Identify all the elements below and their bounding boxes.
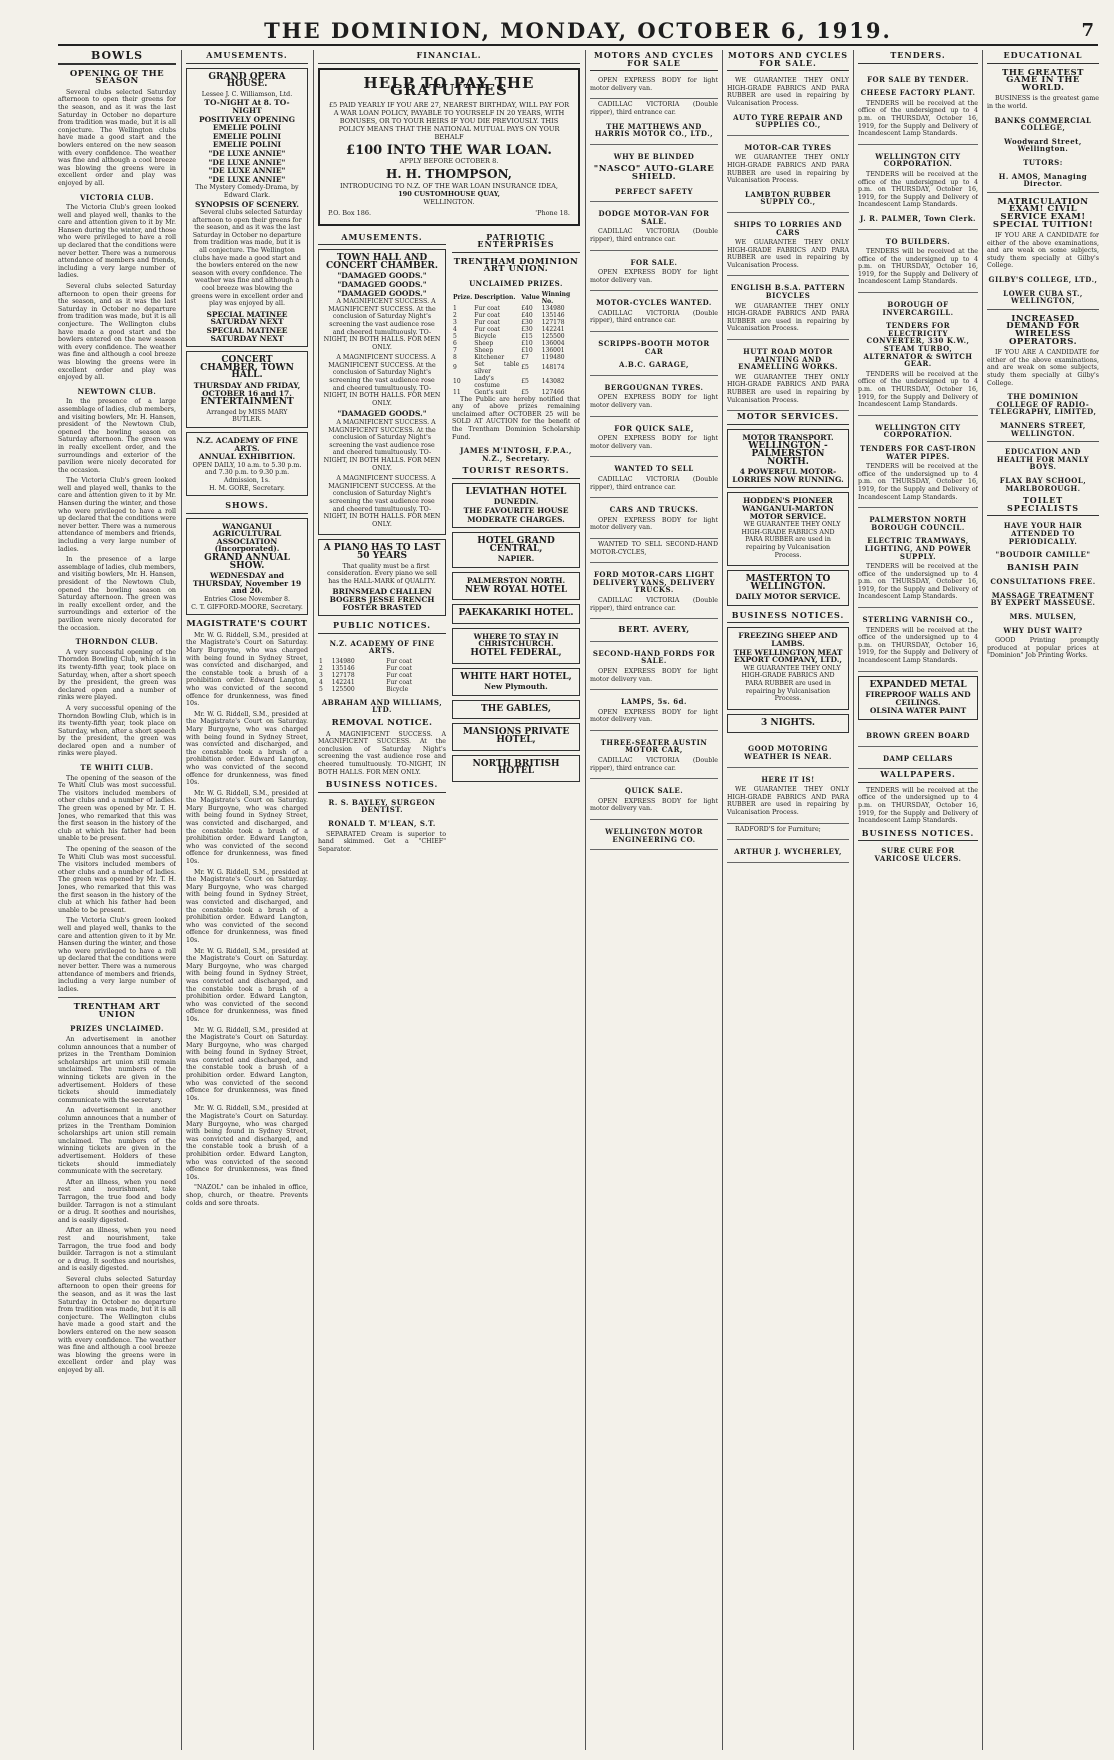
classified-ad: WE GUARANTEE THEY ONLY HIGH-GRADE FABRICS AND PARA RUBBER are used in repairing by Vulcanisation Process. AUTO TYRE REPAIR AND SUPPLIES CO., bbox=[727, 75, 849, 136]
classified-ad: OPEN EXPRESS BODY for light motor delivery van. bbox=[590, 75, 718, 99]
ad-line: EMELIE POLINI bbox=[212, 131, 282, 141]
section-header-business: BUSINESS NOTICES. bbox=[318, 779, 446, 793]
ad-city: WELLINGTON. bbox=[423, 197, 475, 206]
ad-text: Several clubs selected Saturday afternoon to open their greens for the season, and as it was the last Saturday in October no departure from tradition was made, but it is all conjecture. The Wellington clubs have made a good start and the bowlers entered on the new season with every confidence. The weather was fine and although a cool breeze was blowing the greens were in excellent order and play was enjoyed by all. bbox=[191, 209, 303, 308]
classified-ad: DAMP CELLARS bbox=[858, 747, 978, 770]
classified-ad: SCRIPPS-BOOTH MOTOR CAR A.B.C. GARAGE, bbox=[590, 332, 718, 376]
column-amusements bbox=[186, 50, 308, 1750]
classified-ad: STERLING VARNISH CO., TENDERS will be received at the office of the undersigned up to 4 p.m. on THURSDAY, October 16, 1919, for the Supply and Delivery of Incandescent Lamp Standards. bbox=[858, 608, 978, 672]
ad-line: SPECIAL MATINEE SATURDAY NEXT bbox=[206, 309, 288, 327]
ad-line: "DE LUXE ANNIE" bbox=[208, 166, 286, 176]
classified-ad: CADILLAC VICTORIA (Double ripper), third entrance car. THE MATTHEWS AND HARRIS MOTOR CO., LTD., bbox=[590, 99, 718, 144]
section-header-tourist: TOURIST RESORTS. bbox=[452, 465, 580, 479]
article-text: A very successful opening of the Thorndon Bowling Club, which is in its twenty-fifth year, took place on Saturday, when, after a short speech by the president, the green was declared open and a number of rinks were played. bbox=[58, 704, 176, 758]
notice-table: 1 134980 Fur coat 2 135146 Fur coat 3 127178 Fur coat 4 142241 Fur coat 5 125500 Bicycle bbox=[319, 657, 412, 693]
table-row: 10 Lady's costume £5 143082 bbox=[453, 374, 565, 389]
ad-motor-transport: MOTOR TRANSPORT. WELLINGTON - PALMERSTON NORTH. 4 POWERFUL MOTOR-LORRIES NOW RUNNING. bbox=[727, 429, 849, 489]
newspaper-title: THE DOMINION, MONDAY, OCTOBER 6, 1919. bbox=[264, 18, 892, 43]
article-subtitle: PRIZES UNCLAIMED. bbox=[70, 1024, 164, 1034]
ad-line: EMELIE POLINI bbox=[212, 140, 282, 150]
classified-ad: RADFORD'S for Furniture; bbox=[727, 824, 849, 841]
ad-line: INTRODUCING TO N.Z. OF THE WAR LOAN INSURANCE IDEA, bbox=[339, 181, 559, 190]
article-subtitle: VICTORIA CLUB. bbox=[79, 192, 155, 202]
ad-line: ANNUAL EXHIBITION. bbox=[198, 452, 296, 462]
ad-line: POSITIVELY OPENING bbox=[199, 114, 295, 124]
article-text: Mr. W. G. Riddell, S.M., presided at the Magistrate's Court on Saturday. Mary Burgoyne, who was charged with being found in Sydney Street, was convicted and discharged, and the constable took a brush of a prohibition order. Edward Langton, who was convicted of the second offence for drunkenness, was fined 10s. bbox=[186, 947, 308, 1023]
ad-line: "DAMAGED GOODS." bbox=[337, 288, 427, 298]
section-header-business-3: BUSINESS NOTICES. bbox=[858, 828, 978, 842]
notice-title: RONALD T. M'LEAN, S.T. bbox=[328, 819, 436, 828]
ad-wanganui-show bbox=[186, 518, 308, 616]
article-text: Several clubs selected Saturday afternoon to open their greens for the season, and as it was the last Saturday in October no departure from tradition was made, but it is all conjecture. The Wellington clubs have made a good start and the bowlers entered on the new season with every confidence. The weather was fine and although a cool breeze was blowing the greens were in excellent order and play was enjoyed by all. bbox=[58, 1275, 176, 1374]
ad-title: A PIANO HAS TO LAST 50 YEARS bbox=[323, 543, 441, 561]
ad-white-hart: WHITE HART HOTEL, New Plymouth. bbox=[452, 668, 580, 696]
ad-line: APPLY BEFORE OCTOBER 8. bbox=[399, 157, 499, 166]
ad-title: HELP TO PAY THE GRATUITIES bbox=[363, 73, 535, 100]
classified-ad: LAMPS, 5s. 6d. OPEN EXPRESS BODY for light motor delivery van. bbox=[590, 690, 718, 731]
section-header-financial: FINANCIAL. bbox=[318, 50, 580, 64]
ad-three-nights: 3 NIGHTS. bbox=[727, 714, 849, 734]
column-motors bbox=[590, 50, 718, 1750]
ad-line: H. M. GORE, Secretary. bbox=[209, 484, 285, 492]
ad-line: C. T. GIFFORD-MOORE, Secretary. bbox=[191, 603, 303, 611]
article-text: Mr. W. G. Riddell, S.M., presided at the Magistrate's Court on Saturday. Mary Burgoyne, who was charged with being found in Sydney Street, was convicted and discharged, and the constable took a brush of a prohibition order. Edward Langton, who was convicted of the second offence for drunkenness, was fined 10s. bbox=[186, 1105, 308, 1181]
table-row: 5 Bicycle £15 125500 bbox=[453, 332, 565, 340]
table-row: 11 Gent's suit £5 127466 bbox=[453, 388, 565, 396]
ad-title: CONCERT CHAMBER, TOWN HALL. bbox=[200, 355, 294, 381]
ad-text: A MAGNIFICENT SUCCESS. A MAGNIFICENT SUCCESS. At the conclusion of Saturday Night's screening the vast audience rose and cheered tumultuously. TO-NIGHT, IN BOTH HALLS. FOR MEN ONLY. bbox=[323, 354, 441, 407]
article-text: Mr. W. G. Riddell, S.M., presided at the Magistrate's Court on Saturday. Mary Burgoyne, who was charged with being found in Sydney Street, was convicted and discharged, and the constable took a brush of a prohibition order. Edward Langton, who was convicted of the second offence for drunkenness, was fined 10s. bbox=[186, 868, 308, 944]
article-text: Mr. W. G. Riddell, S.M., presided at the Magistrate's Court on Saturday. Mary Burgoyne, who was charged with being found in Sydney Street, was convicted and discharged, and the constable took a brush of a prohibition order. Edward Langton, who was convicted of the second offence for drunkenness, was fined 10s. bbox=[186, 631, 308, 708]
article-title: MAGISTRATE'S COURT bbox=[186, 619, 308, 630]
ad-text: That quality must be a first consideration. Every piano we sell has the HALL-MARK of QUALITY. bbox=[327, 562, 437, 585]
ad-concert-chamber bbox=[186, 351, 308, 428]
ad-po-box: P.O. Box 186. bbox=[328, 208, 372, 217]
section-header-wallpapers: WALLPAPERS. bbox=[858, 769, 978, 783]
classified-ad: WANTED TO SELL CADILLAC VICTORIA (Double ripper), third entrance car. bbox=[590, 457, 718, 498]
section-header-shows: SHOWS. bbox=[186, 500, 308, 514]
ad-expanded-metal: EXPANDED METAL FIREPROOF WALLS AND CEILINGS. OLSINA WATER PAINT bbox=[858, 676, 978, 720]
ad-line: "DAMAGED GOODS." bbox=[337, 279, 427, 289]
article-subtitle: TE WHITI CLUB. bbox=[80, 763, 154, 773]
classified-ad: FOR SALE BY TENDER. CHEESE FACTORY PLANT. TENDERS will be received at the office of the undersigned up to 4 p.m. on THURSDAY, October 16, 1919, for the Supply and Delivery of Incandescent Lamp Standards. bbox=[858, 68, 978, 145]
article-text: Several clubs selected Saturday afternoon to open their greens for the season, and as it was the last Saturday in October no departure from tradition was made, but it is all conjecture. The Wellington clubs have made a good start and the bowlers entered on the new season with every confidence. The weather was fine and although a cool breeze was blowing the greens were in excellent order and play was enjoyed by all. bbox=[58, 283, 176, 382]
section-header-motor-services: MOTOR SERVICES. bbox=[727, 411, 849, 425]
classified-ad: HUTT ROAD MOTOR PAINTING AND ENAMELLING WORKS. WE GUARANTEE THEY ONLY HIGH-GRADE FABRICS AND PARA RUBBER are used in repairing by Vulcanisation Process. bbox=[727, 340, 849, 411]
article-text: In the presence of a large assemblage of ladies, club members, and visiting bowlers, Mr. H. Hansen, president of the Newtown Club, opened the bowling season on Saturday afternoon. The green was in really excellent order, and the surroundings and exterior of the pavilion were nicely decorated for the occasion. bbox=[58, 556, 176, 632]
section-header-amusements: AMUSEMENTS. bbox=[186, 50, 308, 64]
notice-text: SEPARATED Cream is superior to hand skimmed. Get a "CHIEF" Separator. bbox=[318, 830, 446, 853]
section-header-amusements-2: AMUSEMENTS. bbox=[318, 232, 446, 246]
ad-leviathan: LEVIATHAN HOTEL DUNEDIN. THE FAVOURITE HOUSE MODERATE CHARGES. bbox=[452, 483, 580, 528]
classified-ad: WHY BE BLINDED "NASCO" AUTO-GLARE SHIELD. PERFECT SAFETY bbox=[590, 145, 718, 202]
table-row: 9 Set table silver £5 148174 bbox=[453, 360, 565, 375]
ad-hoddens: HODDEN'S PIONEER WANGANUI-MARTON MOTOR SERVICE. WE GUARANTEE THEY ONLY HIGH-GRADE FABRICS AND PARA RUBBER are used in repairing by Vulcanisation Process. bbox=[727, 492, 849, 566]
ad-body: £5 PAID YEARLY IF YOU ARE 27, NEAREST BIRTHDAY, WILL PAY FOR A WAR LOAN POLICY, PAYABLE TO YOURSELF IN 20 YEARS, WITH BONUSES, OR TO YOUR HEIRS IF YOU DIE PREVIOUSLY. THIS POLICY MEANS THAT THE NATIONAL MUTUAL PAYS ON YOUR BEHALF bbox=[328, 100, 570, 141]
ad-piano bbox=[318, 539, 446, 616]
article-subtitle: NEWTOWN CLUB. bbox=[77, 386, 157, 396]
ad-line: "DAMAGED GOODS." bbox=[337, 409, 427, 419]
classified-ad: ARTHUR J. WYCHERLEY, bbox=[727, 840, 849, 863]
article-text: The opening of the season of the Te Whiti Club was most successful. The visitors included members of other clubs and a number of ladies. The green was opened by Mr. T. H. Jones, who remarked that this was the first season in the history of the club at which his father had been unable to be present. bbox=[58, 774, 176, 843]
section-header-patriotic: PATRIOTIC ENTERPRISES bbox=[452, 232, 580, 253]
ad-line: Lessee J. C. Williamson, Ltd. bbox=[201, 90, 293, 98]
ad-line: THURSDAY AND FRIDAY, OCTOBER 16 and 17. bbox=[193, 380, 301, 398]
ad-line: WEDNESDAY and THURSDAY, November 19 and 20. bbox=[192, 571, 302, 596]
article-text: "NAZOL" can be inhaled in office, shop, church, or theatre. Prevents colds and sore throats. bbox=[186, 1184, 308, 1207]
article-text: The Victoria Club's green looked well and played well, thanks to the care and attention given to it by Mr. Hansen during the winter, and those who were privileged to have a roll up declared that the conditions were never better. There was a numerous attendance of members and friends, including a very large number of ladies. bbox=[58, 477, 176, 553]
ad-federal: WHERE TO STAY IN CHRISTCHURCH. HOTEL FEDERAL, bbox=[452, 628, 580, 664]
notice-title: R. S. BAYLEY, SURGEON DENTIST. bbox=[328, 797, 436, 815]
ad-line: The Mystery Comedy-Drama, by Edward Clark. bbox=[195, 184, 299, 199]
ad-title: TOWN HALL AND CONCERT CHAMBER. bbox=[325, 253, 439, 271]
ad-line: OPEN DAILY, 10 a.m. to 5.30 p.m. and 7.30 p.m. to 9.30 p.m. Admission, 1s. bbox=[192, 461, 302, 484]
classified-ad: FOR QUICK SALE, OPEN EXPRESS BODY for light motor delivery van. bbox=[590, 417, 718, 458]
table-row: 6 Sheep £10 136004 bbox=[453, 339, 565, 347]
ad-line: EMELIE POLINI bbox=[212, 123, 282, 133]
section-header-motors: MOTORS AND CYCLES FOR SALE bbox=[590, 50, 718, 71]
ad-masterton: MASTERTON TO WELLINGTON. DAILY MOTOR SERVICE. bbox=[727, 570, 849, 606]
classified-ad: BROWN GREEN BOARD bbox=[858, 724, 978, 747]
classified-ad: PALMERSTON NORTH BOROUGH COUNCIL. ELECTRIC TRAMWAYS, LIGHTING, AND POWER SUPPLY. TENDERS will be received at the office of the undersigned up to 4 p.m. on THURSDAY, October 16, 1919, for the Supply and Delivery of Incandescent Lamp Standards. bbox=[858, 508, 978, 608]
ad-address: 190 CUSTOMHOUSE QUAY, bbox=[398, 189, 500, 198]
article-text: After an illness, when you need rest and nourishment, take Tarragon, the true food and body builder. Tarragon is not a stimulant or a drug. It soothes and nourishes, and is easily digested. bbox=[58, 1227, 176, 1273]
ad-line: BRINSMEAD CHALLEN BOGERS JESSE FRENCH FOSTER BRASTED bbox=[329, 587, 435, 612]
notice-signature: JAMES M'INTOSH, F.P.A., N.Z., Secretary. bbox=[460, 446, 572, 463]
column-tenders: TENDERS. FOR SALE BY TENDER. CHEESE FACTORY PLANT. TENDERS will be received at the office of the undersigned up to 4 p.m. on THURSDAY, October 16, 1919, for the Supply and Delivery of Incandescent Lamp Standards. WELLINGTON CITY CORPORATION. TENDERS will be received at the office of the undersigned up to 4 p.m. on THURSDAY, October 16, 1919, for the Supply and Delivery of Incandescent Lamp Standards. J. R. PALMER, Town Clerk. TO BUILDERS. TENDERS will be received at the office of the undersigned up to 4 p.m. on THURSDAY, October 16, 1919, for the Supply and Delivery of Incandescent Lamp Standards. BOROUGH OF INVERCARGILL. TENDERS FOR ELECTRICITY CONVERTER, 330 K.W., STEAM TURBO, ALTERNATOR & SWITCH GEAR. TENDERS will be received at the office of the undersigned up to 4 p.m. on THURSDAY, October 16, 1919, for the Supply and Delivery of Incandescent Lamp Standards. WELLINGTON CITY CORPORATION. TENDERS FOR CAST-IRON WATER PIPES. TENDERS will be received at the office of the undersigned up to 4 p.m. on THURSDAY, October 16, 1919, for the Supply and Delivery of Incandescent Lamp Standards. PALMERSTON NORTH BOROUGH COUNCIL. ELECTRIC TRAMWAYS, LIGHTING, AND POWER SUPPLY. TENDERS will be received at the office of the undersigned up to 4 p.m. on THURSDAY, October 16, 1919, for the Supply and Delivery of Incandescent Lamp Standards. STERLING VARNISH CO., TENDERS will be received at the office of the undersigned up to 4 p.m. on THURSDAY, October 16, 1919, for the Supply and Delivery of Incandescent Lamp Standards. EXPANDED METAL FIREPROOF WALLS AND CEILINGS. OLSINA WATER PAINT BROWN GREEN BOARD DAMP CELLARS WALLPAPERS. TENDERS will be received at the office of the undersigned up to 4 p.m. on THURSDAY, October 16, 1919, for the Supply and Delivery of Incandescent Lamp Standards. BUSINESS NOTICES. SURE CURE FOR VARICOSE ULCERS. bbox=[858, 50, 978, 863]
ad-town-hall bbox=[318, 249, 446, 535]
table-row: 1 Fur coat £40 134980 bbox=[453, 304, 565, 312]
ad-mansions: MANSIONS PRIVATE HOTEL, bbox=[452, 723, 580, 750]
classified-ad: QUICK SALE. OPEN EXPRESS BODY for light motor delivery van. bbox=[590, 779, 718, 820]
table-row: 3 Fur coat £30 127178 bbox=[453, 318, 565, 326]
article-text: An advertisement in another column announces that a number of prizes in the Trentham Dominion scholarships art union still remain unclaimed. The numbers of the winning tickets are given in the advertisement. Holders of these tickets should immediately communicate with the secretary. bbox=[58, 1107, 176, 1176]
ad-text: A MAGNIFICENT SUCCESS. A MAGNIFICENT SUCCESS. At the conclusion of Saturday Night's screening the vast audience rose and cheered tumultuously. TO-NIGHT, IN BOTH HALLS. FOR MEN ONLY. bbox=[323, 419, 441, 472]
ad-grand-central: HOTEL GRAND CENTRAL, NAPIER. bbox=[452, 532, 580, 568]
classified-ad: MOTOR-CAR TYRES WE GUARANTEE THEY ONLY HIGH-GRADE FABRICS AND PARA RUBBER are used in repairing by Vulcanisation Process. LAMBTON RUBBER SUPPLY CO., bbox=[727, 136, 849, 213]
article-title: OPENING OF THE SEASON bbox=[69, 68, 165, 87]
article-text: Mr. W. G. Riddell, S.M., presided at the Magistrate's Court on Saturday. Mary Burgoyne, who was charged with being found in Sydney Street, was convicted and discharged, and the constable took a brush of a prohibition order. Edward Langton, who was convicted of the second offence for drunkenness, was fined 10s. bbox=[186, 1026, 308, 1102]
ad-line: ENTERTAINMENT bbox=[200, 397, 294, 408]
article-text: The Victoria Club's green looked well and played well, thanks to the care and attention given to it by Mr. Hansen during the winter, and those who were privileged to have a roll up declared that the conditions were never better. There was a numerous attendance of members and friends, including a very large number of ladies. bbox=[58, 204, 176, 280]
column-motors-2 bbox=[727, 50, 849, 1750]
ad-line: Arranged by MISS MARY BUTLER. bbox=[206, 408, 288, 424]
notice-title: N.Z. ACADEMY OF FINE ARTS. bbox=[329, 638, 435, 656]
column-educational: EDUCATIONAL THE GREATEST GAME IN THE WORLD. BUSINESS is the greatest game in the world. BANKS COMMERCIAL COLLEGE, Woodward Street, Wellington. TUTORS: H. AMOS, Managing Director. MATRICULATION EXAM! CIVIL SERVICE EXAM! SPECIAL TUITION! IF YOU ARE A CANDIDATE for either of the above examinations, and are weak on some subjects, study them specially at Gilby's College. GILBY'S COLLEGE, LTD., LOWER CUBA ST., WELLINGTON, INCREASED DEMAND FOR WIRELESS OPERATORS. IF YOU ARE A CANDIDATE for either of the above examinations, and are weak on some subjects, study them specially at Gilby's College. THE DOMINION COLLEGE OF RADIO-TELEGRAPHY, LIMITED, MANNERS STREET, WELLINGTON. EDUCATION AND HEALTH FOR MANLY BOYS. FLAX BAY SCHOOL, MARLBOROUGH. TOILET SPECIALISTS HAVE YOUR HAIR ATTENDED TO PERIODICALLY. "BOUDOIR CAMILLE" BANISH PAIN CONSULTATIONS FREE. MASSAGE TREATMENT BY EXPERT MASSEUSE. MRS. MULSEN, WHY DUST WAIT? GOOD Printing promptly produced at popular prices at "Dominion" Job Printing Works. bbox=[987, 50, 1099, 660]
column-financial bbox=[318, 50, 580, 1750]
classified-ad: WELLINGTON MOTOR ENGINEERING CO. bbox=[590, 820, 718, 850]
classified-ad: MOTOR-CYCLES WANTED. CADILLAC VICTORIA (Double ripper), third entrance car. bbox=[590, 291, 718, 332]
classified-ad: DODGE MOTOR-VAN FOR SALE. CADILLAC VICTORIA (Double ripper), third entrance car. bbox=[590, 202, 718, 250]
ad-new-royal: PALMERSTON NORTH. NEW ROYAL HOTEL bbox=[452, 572, 580, 600]
notice-signature: ABRAHAM AND WILLIAMS, LTD. bbox=[321, 697, 443, 715]
ad-paekakariki: PAEKAKARIKI HOTEL. bbox=[452, 604, 580, 624]
table-row: 7 Sheep £10 136001 bbox=[453, 346, 565, 354]
table-row: 8 Kitchener £7 119480 bbox=[453, 353, 565, 361]
section-header-business-2: BUSINESS NOTICES. bbox=[727, 610, 849, 624]
ad-phone: 'Phone 18. bbox=[535, 208, 570, 217]
ad-name: H. H. THOMPSON, bbox=[386, 167, 512, 182]
table-row: 2 Fur coat £40 135146 bbox=[453, 311, 565, 319]
classified-ad: FORD MOTOR-CARS LIGHT DELIVERY VANS, DELIVERY TRUCKS. CADILLAC VICTORIA (Double ripper), third entrance car. bbox=[590, 563, 718, 619]
ad-title: N.Z. ACADEMY OF FINE ARTS. bbox=[196, 435, 298, 453]
article-text: Several clubs selected Saturday afternoon to open their greens for the season, and as it was the last Saturday in October no departure from tradition was made, but it is all conjecture. The Wellington clubs have made a good start and the bowlers entered on the new season with every confidence. The weather was fine and although a cool breeze was blowing the greens were in excellent order and play was enjoyed by all. bbox=[58, 88, 176, 187]
ad-line: TO-NIGHT At 8. TO-NIGHT bbox=[204, 98, 290, 115]
notice-text: A MAGNIFICENT SUCCESS. A MAGNIFICENT SUCCESS. At the conclusion of Saturday Night's screening the vast audience rose and cheered tumultuously. TO-NIGHT, IN BOTH HALLS. FOR MEN ONLY. bbox=[318, 730, 446, 776]
masthead bbox=[58, 14, 1098, 46]
classified-ad: WANTED TO SELL SECOND-HAND MOTOR-CYCLES, bbox=[590, 539, 718, 563]
classified-ad: TO BUILDERS. TENDERS will be received at the office of the undersigned up to 4 p.m. on THURSDAY, October 16, 1919, for the Supply and Delivery of Incandescent Lamp Standards. bbox=[858, 230, 978, 294]
section-header-public-notices: PUBLIC NOTICES. bbox=[318, 620, 446, 634]
classified-ad: CARS AND TRUCKS. OPEN EXPRESS BODY for light motor delivery van. bbox=[590, 498, 718, 539]
ad-line: SYNOPSIS OF SCENERY. bbox=[195, 199, 299, 209]
table-row: 4 Fur coat £30 142241 bbox=[453, 325, 565, 333]
section-header-bowls: BOWLS bbox=[58, 50, 176, 65]
notice-text: The Public are hereby notified that any of above prizes remaining unclaimed after OCTOBER 25 will be SOLD AT AUCTION for the benefit of the Trentham Dominion Scholarship Fund. bbox=[452, 395, 580, 441]
article-title: TRENTHAM ART UNION bbox=[73, 1002, 161, 1020]
notice-title: REMOVAL NOTICE. bbox=[331, 718, 433, 729]
classified-ad: ENGLISH B.S.A. PATTERN BICYCLES WE GUARANTEE THEY ONLY HIGH-GRADE FABRICS AND PARA RUBBER are used in repairing by Vulcanisation Process. bbox=[727, 276, 849, 340]
ad-line: Entries Close November 8. bbox=[203, 596, 291, 604]
classified-ad: HERE IT IS! WE GUARANTEE THEY ONLY HIGH-GRADE FABRICS AND PARA RUBBER are used in repairing by Vulcanisation Process. bbox=[727, 768, 849, 824]
classified-ad: BERT. AVERY, bbox=[590, 619, 718, 642]
ad-headline: £100 INTO THE WAR LOAN. bbox=[346, 142, 552, 158]
ad-line: GRAND ANNUAL SHOW. bbox=[204, 553, 290, 571]
ad-line: "DE LUXE ANNIE" bbox=[208, 148, 286, 158]
ad-gables: THE GABLES, bbox=[452, 700, 580, 720]
article-text: Mr. W. G. Riddell, S.M., presided at the Magistrate's Court on Saturday. Mary Burgoyne, who was charged with being found in Sydney Street, was convicted and discharged, and the constable took a brush of a prohibition order. Edward Langton, who was convicted of the second offence for drunkenness, was fined 10s. bbox=[186, 710, 308, 787]
ad-meat-export: FREEZING SHEEP AND LAMBS. THE WELLINGTON MEAT EXPORT COMPANY, LTD., WE GUARANTEE THEY ONLY HIGH-GRADE FABRICS AND PARA RUBBER are used in repairing by Vulcanisation Process. bbox=[727, 627, 849, 709]
classified-ad: WELLINGTON CITY CORPORATION. TENDERS FOR CAST-IRON WATER PIPES. TENDERS will be received at the office of the undersigned up to 4 p.m. on THURSDAY, October 16, 1919, for the Supply and Delivery of Incandescent Lamp Standards. bbox=[858, 416, 978, 508]
article-text: A very successful opening of the Thorndon Bowling Club, which is in its twenty-fifth year, took place on Saturday, when, after a short speech by the president, the green was declared open and a number of rinks were played. bbox=[58, 648, 176, 702]
article-text: Mr. W. G. Riddell, S.M., presided at the Magistrate's Court on Saturday. Mary Burgoyne, who was charged with being found in Sydney Street, was convicted and discharged, and the constable took a brush of a prohibition order. Edward Langton, who was convicted of the second offence for drunkenness, was fined 10s. bbox=[186, 789, 308, 866]
classified-ad: FOR SALE. OPEN EXPRESS BODY for light motor delivery van. bbox=[590, 251, 718, 292]
ad-line: "DE LUXE ANNIE" bbox=[208, 174, 286, 184]
ad-academy bbox=[186, 432, 308, 496]
prize-table: Prize. Description. Value Winning No. 1 Fur coat £40 134980 2 Fur coat £40 135146 3 Fur coat £30 127178 4 Fur coat £30 142241 5 Bicycle £15 125500 6 Sheep £10 136004 7 Sheep £10 136001 8 Kitchener £7 119480 9 Set table silver £5 148174 10 Lady's costume £5 143082 11 Gent's suit £5 127466 bbox=[452, 291, 580, 396]
article-text: In the presence of a large assemblage of ladies, club members, and visiting bowlers, Mr. H. Hansen, president of the Newtown Club, opened the bowling season on Saturday afternoon. The green was in really excellent order, and the surroundings and exterior of the pavilion were nicely decorated for the occasion. bbox=[58, 398, 176, 474]
ad-line: "DAMAGED GOODS." bbox=[337, 271, 427, 281]
article-text: The opening of the season of the Te Whiti Club was most successful. The visitors included members of other clubs and a number of ladies. The green was opened by Mr. T. H. Jones, who remarked that this was the first season in the history of the club at which his father had been unable to be present. bbox=[58, 846, 176, 914]
classified-ad: GOOD MOTORING WEATHER IS NEAR. bbox=[727, 737, 849, 767]
section-header-motors-2: MOTORS AND CYCLES FOR SALE. bbox=[727, 50, 849, 71]
ad-text: A MAGNIFICENT SUCCESS. A MAGNIFICENT SUCCESS. At the conclusion of Saturday Night's screening the vast audience rose and cheered tumultuously. TO-NIGHT, IN BOTH HALLS. FOR MEN ONLY. bbox=[323, 298, 441, 351]
ad-gratuities bbox=[318, 68, 580, 226]
article-text: The Victoria Club's green looked well and played well, thanks to the care and attention given to it by Mr. Hansen during the winter, and those who were privileged to have a roll up declared that the conditions were never better. There was a numerous attendance of members and friends, including a very large number of ladies. bbox=[58, 917, 176, 993]
notice-title: TRENTHAM DOMINION ART UNION. bbox=[453, 256, 579, 275]
ad-opera-house bbox=[186, 68, 308, 348]
ad-title: WANGANUI AGRICULTURAL ASSOCIATION (Incorporated). bbox=[212, 521, 282, 554]
ad-title: GRAND OPERA HOUSE. bbox=[208, 71, 286, 90]
classified-ad: WELLINGTON CITY CORPORATION. TENDERS will be received at the office of the undersigned up to 4 p.m. on THURSDAY, October 16, 1919, for the Supply and Delivery of Incandescent Lamp Standards. J. R. PALMER, Town Clerk. bbox=[858, 145, 978, 230]
section-header-educational: EDUCATIONAL bbox=[987, 50, 1099, 64]
page-number: 7 bbox=[1081, 20, 1094, 41]
classified-ad: BERGOUGNAN TYRES. OPEN EXPRESS BODY for light motor delivery van. bbox=[590, 376, 718, 417]
section-header-tenders: TENDERS. bbox=[858, 50, 978, 64]
ad-line: "DE LUXE ANNIE" bbox=[208, 157, 286, 167]
classified-ad: SHIPS TO LORRIES AND CARS WE GUARANTEE THEY ONLY HIGH-GRADE FABRICS AND PARA RUBBER are used in repairing by Vulcanisation Process. bbox=[727, 213, 849, 277]
ad-north-british: NORTH BRITISH HOTEL bbox=[452, 755, 580, 782]
classified-ad: BOROUGH OF INVERCARGILL. TENDERS FOR ELECTRICITY CONVERTER, 330 K.W., STEAM TURBO, ALTERNATOR & SWITCH GEAR. TENDERS will be received at the office of the undersigned up to 4 p.m. on THURSDAY, October 16, 1919, for the Supply and Delivery of Incandescent Lamp Standards. bbox=[858, 293, 978, 416]
ad-text: A MAGNIFICENT SUCCESS. A MAGNIFICENT SUCCESS. At the conclusion of Saturday Night's screening the vast audience rose and cheered tumultuously. TO-NIGHT, IN BOTH HALLS. FOR MEN ONLY. bbox=[323, 475, 441, 528]
ad-line: SPECIAL MATINEE SATURDAY NEXT bbox=[206, 326, 288, 343]
article-subtitle: THORNDON CLUB. bbox=[75, 637, 159, 647]
article-text: An advertisement in another column announces that a number of prizes in the Trentham Dominion scholarships art union still remain unclaimed. The numbers of the winning tickets are given in the advertisement. Holders of these tickets should immediately communicate with the secretary. bbox=[58, 1036, 176, 1104]
classified-ad: THREE-SEATER AUSTIN MOTOR CAR, CADILLAC VICTORIA (Double ripper), third entrance car. bbox=[590, 731, 718, 779]
column-bowls bbox=[58, 50, 176, 1750]
article-text: After an illness, when you need rest and nourishment, take Tarragon, the true food and body builder. Tarragon is not a stimulant or a drug. It soothes and nourishes, and is easily digested. bbox=[58, 1178, 176, 1224]
notice-subtitle: UNCLAIMED PRIZES. bbox=[469, 278, 563, 288]
classified-ad: SECOND-HAND FORDS FOR SALE. OPEN EXPRESS BODY for light motor delivery van. bbox=[590, 642, 718, 690]
